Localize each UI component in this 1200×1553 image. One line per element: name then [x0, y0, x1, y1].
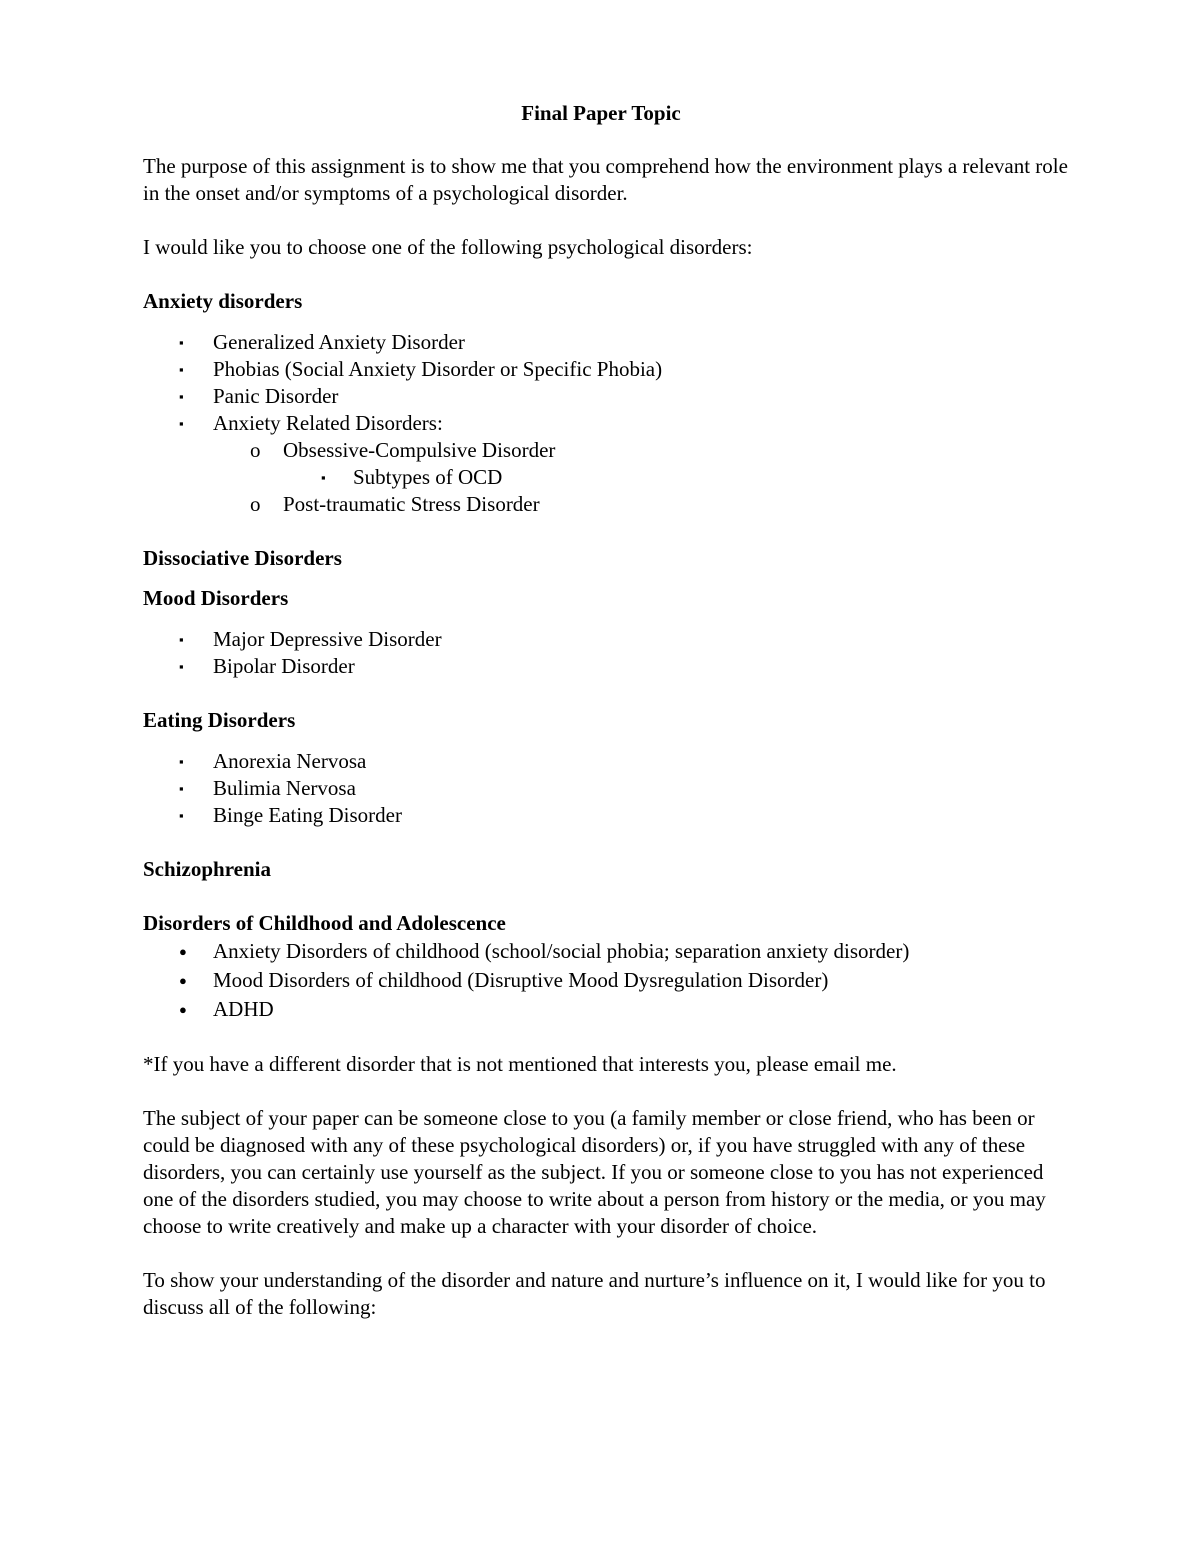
- list-item: [143, 329, 1073, 356]
- list-item-label: Phobias (Social Anxiety Disorder or Specific Phobia): [213, 357, 663, 381]
- schizophrenia-heading: Schizophrenia: [143, 857, 271, 881]
- list-item-label: Bulimia Nervosa: [213, 776, 356, 800]
- square-bullet-icon: ▪: [179, 335, 184, 350]
- eating-heading: Eating Disorders: [143, 708, 296, 732]
- square-bullet-icon: ▪: [179, 416, 184, 431]
- list-item-label: Anorexia Nervosa: [213, 749, 367, 773]
- circle-bullet-icon: o: [250, 492, 261, 516]
- page-title: Final Paper Topic: [521, 101, 681, 125]
- square-bullet-icon: ▪: [179, 659, 184, 674]
- ocd-sublist: [283, 464, 1073, 491]
- list-item: [143, 775, 1073, 802]
- closing-paragraph: To show your understanding of the disorder and nature and nurture’s influence on it, I would like for you to discuss all of the following:: [143, 1268, 1046, 1319]
- list-item-label: Obsessive-Compulsive Disorder: [283, 438, 556, 462]
- different-disorder-note: *If you have a different disorder that is not mentioned that interests you, please email me.: [143, 1052, 897, 1076]
- list-item-label: Bipolar Disorder: [213, 654, 355, 678]
- subject-paragraph: The subject of your paper can be someone close to you (a family member or close friend, who has been or could be diagnosed with any of these psychological disorders) or, if you have struggled with any of these disorders, you can certainly use yourself as the subject. If you or someone close to you has not experienced one of the disorders studied, you may choose to write about a person from history or the media, or you may choose to write creatively and make up a character with your disorder of choice.: [143, 1106, 1046, 1238]
- square-bullet-icon: ▪: [179, 754, 184, 769]
- list-item-label: ADHD: [213, 997, 274, 1021]
- list-item-label: Anxiety Related Disorders:: [213, 411, 443, 435]
- eating-section: [143, 707, 1073, 829]
- list-item: [143, 995, 1073, 1024]
- list-item: [143, 966, 1073, 995]
- list-item-label: Subtypes of OCD: [353, 465, 503, 489]
- square-bullet-icon: ▪: [179, 808, 184, 823]
- mood-section: [143, 585, 1073, 680]
- dot-bullet-icon: ●: [179, 944, 187, 959]
- square-bullet-icon: ▪: [179, 632, 184, 647]
- document-page: [143, 100, 1073, 1348]
- choose-paragraph: I would like you to choose one of the following psychological disorders:: [143, 235, 753, 259]
- intro-paragraph: The purpose of this assignment is to show me that you comprehend how the environment plays a relevant role in the onset and/or symptoms of a psychological disorder.: [143, 154, 1068, 205]
- list-item-label: Major Depressive Disorder: [213, 627, 442, 651]
- square-bullet-icon: ▪: [179, 781, 184, 796]
- list-item: [143, 383, 1073, 410]
- list-item: [143, 748, 1073, 775]
- mood-list: [143, 626, 1073, 680]
- dot-bullet-icon: ●: [179, 1002, 187, 1017]
- childhood-section: [143, 910, 1073, 1024]
- list-item: [283, 464, 1073, 491]
- list-item-label: Post-traumatic Stress Disorder: [283, 492, 540, 516]
- list-item: [143, 356, 1073, 383]
- square-bullet-icon: ▪: [179, 389, 184, 404]
- list-item: [213, 437, 1073, 491]
- list-item: [213, 491, 1073, 518]
- dot-bullet-icon: ●: [179, 973, 187, 988]
- list-item-label: Panic Disorder: [213, 384, 339, 408]
- list-item-label: Generalized Anxiety Disorder: [213, 330, 465, 354]
- list-item: [143, 937, 1073, 966]
- anxiety-heading: Anxiety disorders: [143, 289, 303, 313]
- list-item-label: Binge Eating Disorder: [213, 803, 402, 827]
- anxiety-section: [143, 288, 1073, 518]
- circle-bullet-icon: o: [250, 438, 261, 462]
- list-item-label: Mood Disorders of childhood (Disruptive Mood Dysregulation Disorder): [213, 968, 829, 992]
- square-bullet-icon: ▪: [321, 470, 326, 485]
- list-item: [143, 410, 1073, 518]
- list-item-label: Anxiety Disorders of childhood (school/social phobia; separation anxiety disorder): [213, 939, 910, 963]
- square-bullet-icon: ▪: [179, 362, 184, 377]
- list-item: [143, 626, 1073, 653]
- anxiety-related-list: [213, 437, 1073, 518]
- dissociative-heading: Dissociative Disorders: [143, 546, 342, 570]
- list-item: [143, 653, 1073, 680]
- mood-heading: Mood Disorders: [143, 586, 289, 610]
- eating-list: [143, 748, 1073, 829]
- childhood-heading: Disorders of Childhood and Adolescence: [143, 911, 506, 935]
- childhood-list: [143, 937, 1073, 1024]
- list-item: [143, 802, 1073, 829]
- anxiety-list: [143, 329, 1073, 518]
